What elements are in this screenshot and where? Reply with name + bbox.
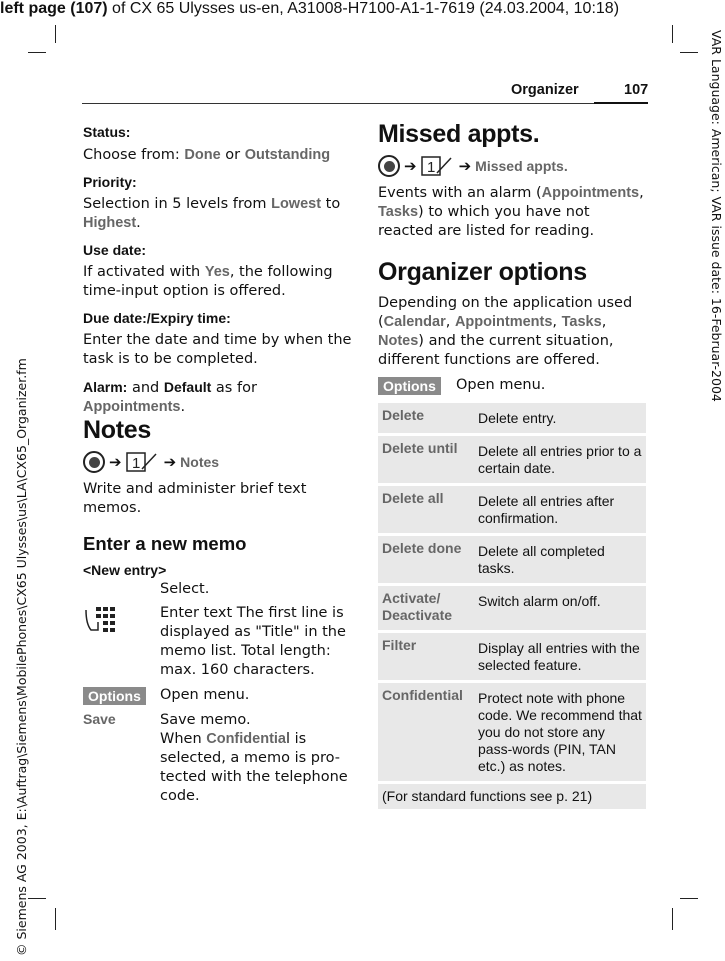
running-head — [82, 80, 648, 104]
nav-key-icon — [83, 451, 105, 473]
orgopt-rest: ) and the current situation, different functions are offered. — [378, 333, 614, 368]
usedate-text — [83, 263, 353, 301]
options-softkey-right — [378, 376, 441, 395]
option-tasks: Tasks — [378, 204, 419, 220]
save-line1: Save memo. — [160, 712, 251, 728]
side-copyright: © Siemens AG 2003, E:\Auftrag\Siemens\MobilePhones\CX65 Ulysses\us\LA\CX65_Organizer.fm — [14, 358, 29, 956]
options-table — [378, 400, 646, 784]
options-key-label: Options — [83, 687, 146, 705]
priority-period: . — [136, 215, 141, 231]
crop-mark — [28, 52, 46, 53]
option-appointments: Appointments — [541, 185, 640, 201]
table-footer: (For standard functions see p. 21) — [378, 784, 646, 809]
option-lowest: Lowest — [271, 196, 322, 212]
select-text: Select. — [160, 581, 210, 597]
option-calendar: Calendar — [383, 314, 446, 330]
organizer-key-icon — [421, 155, 455, 177]
table-row — [378, 403, 646, 433]
option-description: Delete all completed tasks. — [474, 536, 646, 583]
option-description: Protect note with phone code. We recommend that you do not store any pass-words (PIN, TAN etc.) as notes. — [474, 683, 646, 781]
usedate-intro: If activated with — [83, 264, 205, 280]
alarm-period: . — [180, 399, 186, 415]
crop-mark — [672, 25, 673, 43]
alarm-as: as for — [211, 380, 257, 396]
side-var-info: VAR Language: American; VAR issue date: 16-Februar-2004 — [709, 30, 724, 402]
usedate-label: Use date: — [83, 242, 147, 258]
save-rest: is selected, a memo is pro-tected with the telephone code. — [160, 731, 348, 804]
nav-key-icon — [378, 155, 400, 177]
orgopt-intro: Depending on the application used ( — [378, 295, 633, 330]
option-tasks: Tasks — [561, 314, 602, 330]
option-name: Filter — [378, 633, 474, 680]
option-highest: Highest — [83, 215, 137, 231]
table-row — [378, 486, 646, 533]
header-page-ref: left page (107) — [0, 0, 108, 17]
option-description: Switch alarm on/off. — [474, 586, 646, 630]
missed-rest: ) to which you have not reacted are listed for reading. — [378, 204, 595, 239]
option-name: Delete until — [378, 436, 474, 483]
crop-mark — [672, 908, 673, 930]
arrow-icon: ➔ — [404, 157, 417, 175]
organizer-options-heading: Organizer options — [378, 258, 587, 286]
memo-heading: Enter a new memo — [83, 533, 247, 554]
option-name: Confidential — [378, 683, 474, 781]
missed-comma: , — [639, 185, 644, 201]
save-text — [160, 711, 350, 806]
table-row — [378, 586, 646, 630]
notes-nav-path — [83, 451, 219, 473]
organizer-options-text — [378, 294, 646, 370]
options-softkey-left — [83, 686, 146, 705]
arrow-icon: ➔ — [458, 157, 472, 175]
options-text-left: Open menu. — [160, 687, 250, 703]
crop-mark — [55, 25, 56, 43]
crop-mark — [680, 52, 698, 53]
svg-text:1: 1 — [131, 455, 140, 472]
save-line2 — [160, 730, 350, 806]
notes-heading: Notes — [83, 416, 151, 444]
nav-item-missed-appts: Missed appts. — [475, 158, 568, 174]
section-name: Organizer — [511, 82, 579, 98]
page-number: 107 — [624, 82, 649, 98]
alarm-and: and — [127, 380, 164, 396]
option-confidential: Confidential — [206, 731, 291, 747]
crop-mark — [55, 908, 56, 930]
option-appointments: Appointments — [454, 314, 553, 330]
svg-text:1: 1 — [426, 159, 435, 176]
arrow-icon: ➔ — [163, 453, 177, 471]
status-label: Status: — [83, 124, 131, 140]
option-name: Delete done — [378, 536, 474, 583]
header-file-info: of CX 65 Ulysses us-en, A31008-H7100-A1-1-7619 (24.03.2004, 10:18) — [107, 0, 620, 17]
usedate-rest: , the following time-input option is offered. — [83, 264, 333, 299]
organizer-key-icon — [126, 451, 160, 473]
option-description: Delete all entries prior to a certain date. — [474, 436, 646, 483]
priority-to: to — [321, 196, 341, 212]
file-header — [0, 0, 725, 18]
alarm-default: Default — [163, 379, 212, 395]
due-text: Enter the date and time by when the task is to be completed. — [83, 332, 352, 367]
left-column — [83, 124, 353, 417]
option-name: Activate/ Deactivate — [378, 586, 474, 630]
head-rule-thick — [594, 102, 648, 104]
status-or: or — [220, 147, 245, 163]
priority-label: Priority: — [83, 174, 137, 190]
orgopt-comma: , — [445, 314, 455, 330]
status-text — [83, 146, 353, 165]
options-text-right: Open menu. — [456, 377, 546, 393]
orgopt-comma: , — [552, 314, 562, 330]
arrow-icon: ➔ — [109, 453, 122, 471]
option-done: Done — [184, 147, 221, 163]
option-outstanding: Outstanding — [244, 147, 331, 163]
option-name: Delete — [378, 403, 474, 433]
table-row — [378, 436, 646, 483]
option-appointments: Appointments — [83, 399, 181, 415]
table-row — [378, 683, 646, 781]
due-label: Due date:/Expiry time: — [83, 310, 231, 326]
save-key: Save — [83, 711, 116, 727]
option-description: Delete entry. — [474, 403, 646, 433]
crop-mark — [680, 898, 698, 899]
crop-mark — [28, 898, 46, 899]
orgopt-comma: , — [601, 314, 607, 330]
status-intro: Choose from: — [83, 147, 185, 163]
head-rule — [82, 103, 648, 104]
option-notes: Notes — [378, 333, 419, 349]
option-description: Delete all entries after confirmation. — [474, 486, 646, 533]
alarm-label: Alarm: — [83, 379, 128, 395]
keypad-icon — [83, 604, 117, 634]
enter-text: Enter text The first line is displayed as "Title" in the memo list. Total length: max. 160 characters. — [160, 605, 346, 678]
alarm-text — [83, 378, 353, 417]
option-name: Delete all — [378, 486, 474, 533]
missed-text — [378, 184, 646, 241]
nav-item-notes: Notes — [180, 454, 220, 470]
priority-text — [83, 195, 353, 233]
table-row — [378, 633, 646, 680]
missed-heading: Missed appts. — [378, 120, 540, 148]
save-when: When — [160, 731, 207, 747]
new-entry-item: <New entry> — [83, 562, 167, 578]
options-key-label: Options — [378, 377, 441, 395]
option-description: Display all entries with the selected feature. — [474, 633, 646, 680]
options-table-wrap — [378, 400, 646, 809]
table-row — [378, 536, 646, 583]
missed-nav-path — [378, 155, 568, 177]
option-yes: Yes — [204, 264, 230, 280]
missed-intro: Events with an alarm ( — [378, 185, 542, 201]
notes-desc: Write and administer brief text memos. — [83, 481, 307, 516]
priority-intro: Selection in 5 levels from — [83, 196, 272, 212]
